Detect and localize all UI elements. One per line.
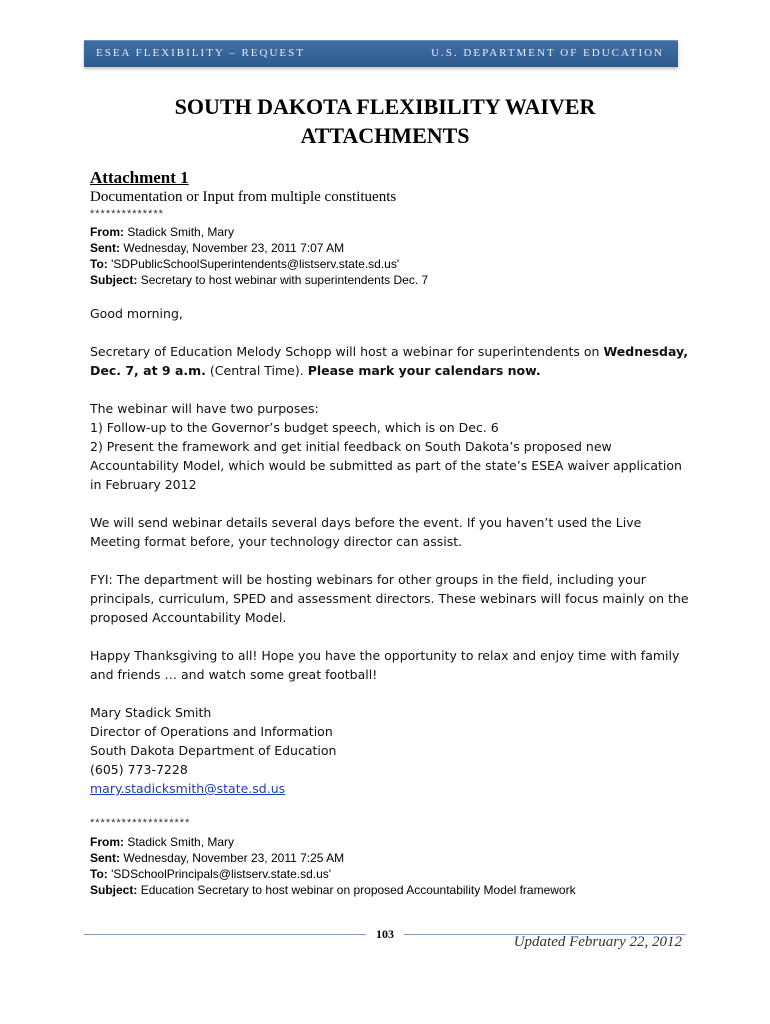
email-header-2 (90, 834, 576, 898)
attachment-description: Documentation or Input from multiple constituents (90, 189, 397, 205)
sent-label: Sent: (90, 241, 120, 255)
header-band (84, 40, 678, 67)
to-label: To: (90, 867, 108, 881)
paragraph-5-line-1: Happy Thanksgiving to all! Hope you have the opportunity to relax and enjoy time with family (90, 648, 680, 663)
paragraph-2-line-2: 1) Follow-up to the Governor’s budget speech, which is on Dec. 6 (90, 420, 499, 435)
from-value: Stadick Smith, Mary (127, 835, 235, 849)
separator-stars-2: ******************* (90, 817, 191, 829)
signature-phone: (605) 773-7228 (90, 762, 188, 777)
updated-date: Updated February 22, 2012 (513, 934, 682, 950)
paragraph-1-line-2: Dec. 7, at 9 a.m. (Central Time). Please mark your calendars now. (90, 363, 541, 378)
page-title-line-2: ATTACHMENTS (300, 123, 470, 148)
footer-rule-left (84, 934, 366, 935)
page-title-line-1: SOUTH DAKOTA FLEXIBILITY WAIVER (174, 94, 596, 119)
to-value: 'SDPublicSchoolSuperintendents@listserv.state.sd.us' (111, 257, 400, 271)
paragraph-3-line-1: We will send webinar details several days before the event. If you haven’t used the Live (90, 515, 642, 530)
to-value: 'SDSchoolPrincipals@listserv.state.sd.us' (111, 867, 332, 881)
paragraph-2-line-5: in February 2012 (90, 477, 197, 492)
from-label: From: (90, 835, 124, 849)
subject-value: Education Secretary to host webinar on proposed Accountability Model framework (140, 883, 576, 897)
greeting: Good morning, (90, 306, 183, 321)
paragraph-5-line-2: and friends … and watch some great football! (90, 667, 378, 682)
subject-value: Secretary to host webinar with superintendents Dec. 7 (140, 273, 429, 287)
to-label: To: (90, 257, 108, 271)
header-right-text: U.S. DEPARTMENT OF EDUCATION (431, 47, 664, 59)
paragraph-2-line-3: 2) Present the framework and get initial feedback on South Dakota’s proposed new (90, 439, 612, 454)
email-body (90, 304, 690, 798)
from-label: From: (90, 225, 124, 239)
page-number: 103 (376, 927, 394, 941)
paragraph-1-line-1: Secretary of Education Melody Schopp will host a webinar for superintendents on Wednesday, (90, 344, 688, 359)
subject-label: Subject: (90, 273, 138, 287)
signature-department: South Dakota Department of Education (90, 743, 337, 758)
paragraph-4-line-1: FYI: The department will be hosting webinars for other groups in the field, including your (90, 572, 646, 587)
paragraph-2-line-1: The webinar will have two purposes: (90, 401, 319, 416)
sent-label: Sent: (90, 851, 120, 865)
signature-title: Director of Operations and Information (90, 724, 333, 739)
sent-value: Wednesday, November 23, 2011 7:25 AM (123, 851, 345, 865)
attachment-heading: Attachment 1 (90, 168, 189, 187)
signature-email-link[interactable]: mary.stadicksmith@state.sd.us (90, 781, 286, 796)
header-left-text: ESEA FLEXIBILITY – REQUEST (96, 47, 305, 59)
email-header-1 (90, 224, 428, 288)
subject-label: Subject: (90, 883, 138, 897)
sent-value: Wednesday, November 23, 2011 7:07 AM (123, 241, 345, 255)
paragraph-3-line-2: Meeting format before, your technology director can assist. (90, 534, 463, 549)
paragraph-4-line-3: proposed Accountability Model. (90, 610, 287, 625)
page-title (84, 92, 686, 150)
separator-stars-1: ************** (90, 208, 164, 220)
paragraph-2-line-4: Accountability Model, which would be submitted as part of the state’s ESEA waiver application (90, 458, 682, 473)
paragraph-4-line-2: principals, curriculum, SPED and assessment directors. These webinars will focus mainly on the (90, 591, 689, 606)
signature-name: Mary Stadick Smith (90, 705, 212, 720)
from-value: Stadick Smith, Mary (127, 225, 235, 239)
